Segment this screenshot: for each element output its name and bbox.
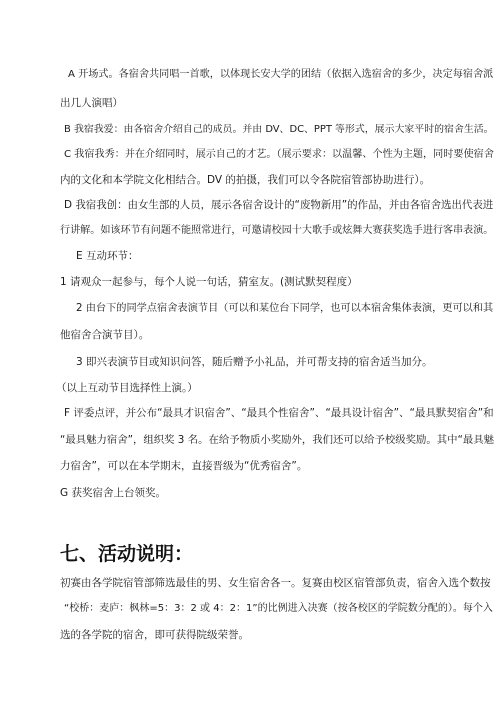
paragraph-c-line-1: C 我宿我秀：并在介绍同时，展示自己的才艺。（展示要求：以温馨、个性为主题，同时要使宿舍 bbox=[64, 149, 494, 160]
paragraph-a-line-2: 出几人演唱） bbox=[60, 97, 123, 109]
explanation-line-3: 选的各学院的宿舍，即可获得院级荣誉。 bbox=[60, 629, 249, 641]
section-title: 七、活动说明： bbox=[60, 543, 194, 565]
interaction-item-2-line-1: 2 由台下的同学点宿舍表演节目（可以和某位台下同学，也可以本宿舍集体表演，更可以和其 bbox=[76, 303, 494, 314]
paragraph-f-line-1: F 评委点评，并公布“最具才识宿舍”、“最具个性宿舍”、“最具设计宿舍”、“最具默契宿舍”和 bbox=[64, 407, 494, 419]
explanation-line-2: “校桥：麦庐：枫林=5：3：2 或 4：2：1”的比例进入决赛（按各校区的学院数分配的）。每个入 bbox=[64, 603, 493, 614]
interaction-item-2-line-2: 他宿舍合演节目）。 bbox=[60, 329, 150, 341]
paragraph-f-line-2: “最具魅力宿舍”，组织奖 3 名。在给予物质小奖励外，我们还可以给予校级奖励。其中“最具魅 bbox=[60, 434, 494, 446]
paragraph-e-title: E 互动环节： bbox=[76, 250, 139, 262]
paragraph-d-line-1: D 我宿我创：由女生部的人员，展示各宿舍设计的“废物新用”的作品，并由各宿舍选出代表进 bbox=[64, 199, 494, 211]
paragraph-b-line-1: B 我宿我爱：由各宿舍介绍自己的成员。并由 DV、DC、PPT 等形式，展示大家平时的宿舍生活。 bbox=[64, 124, 494, 135]
explanation-line-1: 初赛由各学院宿管部筛选最佳的男、女生宿舍各一。复赛由校区宿管部负责，宿舍入选个数按 bbox=[60, 577, 491, 589]
interaction-item-3: 3 即兴表演节目或知识问答，随后赠予小礼品，并可帮支持的宿舍适当加分。 bbox=[76, 356, 433, 368]
paragraph-g-line-1: G 获奖宿舍上台领奖。 bbox=[60, 487, 166, 499]
paragraph-c-line-2: 内的文化和本学院文化相结合。DV 的拍摄，我们可以令各院宿管部协助进行）。 bbox=[60, 174, 431, 186]
paragraph-f-line-3: 力宿舍”，可以在本学期末，直接晋级为“优秀宿舍”。 bbox=[60, 460, 308, 472]
paragraph-a-line-1: A 开场式。各宿舍共同唱一首歌，以体现长安大学的团结（依据入选宿舍的多少，决定每宿舍派 bbox=[68, 69, 494, 80]
interaction-note: （以上互动节目选择性上演。） bbox=[56, 382, 198, 394]
interaction-item-1: 1 请观众一起参与，每个人说一句话，猜室友。(测试默契程度） bbox=[60, 276, 358, 288]
paragraph-d-line-2: 行讲解。如该环节有问题不能照常进行，可邀请校园十大歌手或炫舞大赛获奖选手进行客串表演。 bbox=[60, 225, 494, 236]
